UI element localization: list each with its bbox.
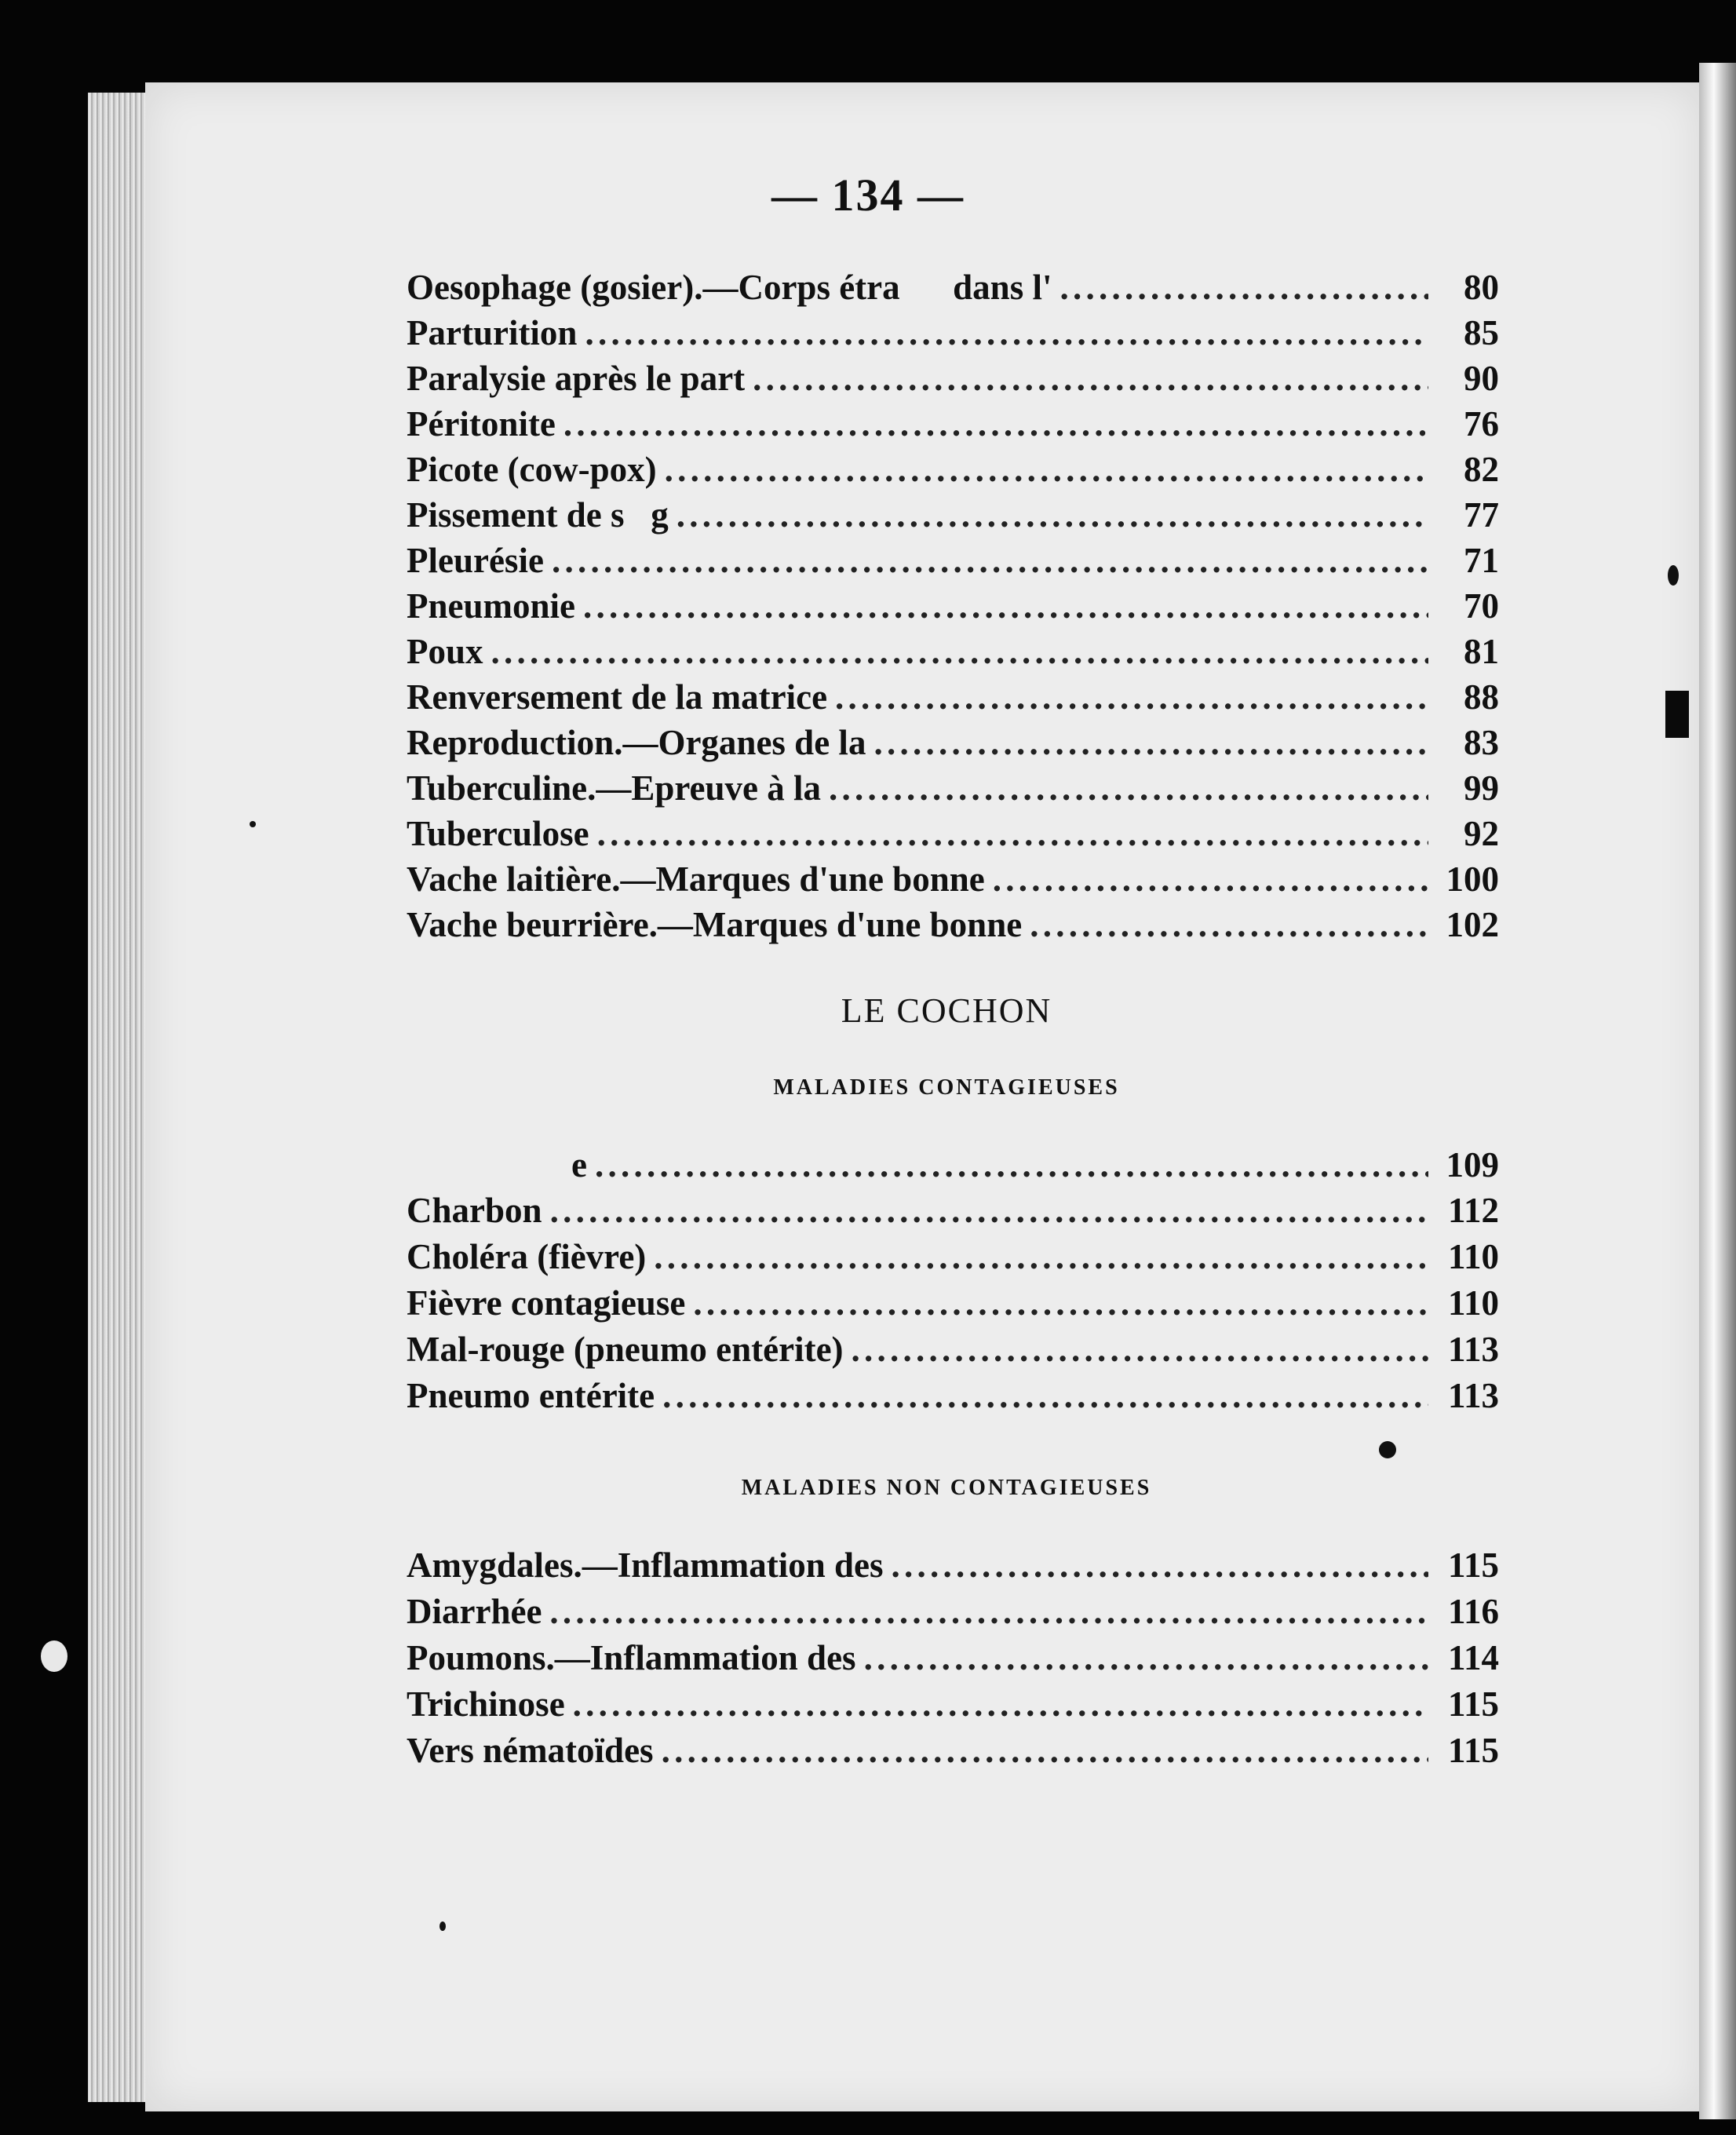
index-entry <box>407 1375 1499 1421</box>
index-entry <box>407 813 1499 859</box>
index-entry <box>407 1545 1499 1590</box>
entry-page-number: 113 <box>1447 1376 1499 1415</box>
index-entry <box>407 586 1499 631</box>
index-entry <box>407 495 1499 540</box>
index-entry <box>407 768 1499 813</box>
leader-dots <box>654 1236 1428 1277</box>
leader-dots <box>552 540 1428 581</box>
entry-page-number: 85 <box>1464 313 1499 352</box>
entry-page-number: 109 <box>1446 1145 1499 1184</box>
entry-label: Paralysie après le part <box>407 359 746 398</box>
index-entry <box>407 631 1499 677</box>
entry-label: Vache laitière.—Marques d'une bonne <box>407 859 985 899</box>
leader-dots <box>491 631 1428 672</box>
leader-dots <box>993 859 1428 900</box>
leader-dots <box>892 1545 1428 1586</box>
leader-dots <box>835 677 1428 717</box>
leader-dots <box>549 1591 1428 1632</box>
leader-dots <box>1030 904 1428 945</box>
section-subheading: MALADIES NON CONTAGIEUSES <box>741 1476 1152 1500</box>
entry-page-number: 113 <box>1447 1330 1499 1369</box>
index-entry <box>407 1144 1499 1190</box>
entry-label: Mal-rouge (pneumo entérite) <box>407 1330 844 1369</box>
page-number: — 134 — <box>771 170 965 221</box>
leader-dots <box>563 403 1428 444</box>
scan-speck <box>250 821 256 827</box>
leader-dots <box>693 1283 1428 1323</box>
entry-label: Poux <box>407 632 483 671</box>
entry-label: Tuberculine.—Epreuve à la <box>407 768 822 808</box>
index-entry <box>407 904 1499 950</box>
entry-page-number: 76 <box>1464 404 1499 443</box>
entry-page-number: 70 <box>1464 586 1499 626</box>
entry-page-number: 92 <box>1464 814 1499 853</box>
entry-page-number: 114 <box>1447 1638 1499 1677</box>
entry-label: Renversement de la matrice <box>407 677 828 717</box>
leader-dots <box>573 1684 1428 1724</box>
entry-label: Fièvre contagieuse <box>407 1283 686 1323</box>
leader-dots <box>829 768 1428 808</box>
index-entry <box>407 403 1499 449</box>
entry-page-number: 115 <box>1447 1546 1499 1585</box>
scan-mark <box>1665 691 1689 738</box>
scan-speck <box>439 1922 446 1931</box>
scan-speck <box>1668 565 1679 586</box>
entry-label: e <box>571 1145 587 1184</box>
leader-dots <box>753 358 1428 399</box>
entry-label: Amygdales.—Inflammation des <box>407 1546 884 1585</box>
index-entry <box>407 1283 1499 1328</box>
index-entry <box>407 267 1499 312</box>
entry-page-number: 99 <box>1464 768 1499 808</box>
index-entry <box>407 540 1499 586</box>
entry-label: Parturition <box>407 313 578 352</box>
entry-page-number: 100 <box>1446 859 1499 899</box>
entry-page-number: 80 <box>1464 268 1499 307</box>
index-entry <box>407 449 1499 495</box>
entry-label: Tuberculose <box>407 814 589 853</box>
entry-label: Charbon <box>407 1191 542 1230</box>
index-entry <box>407 1730 1499 1776</box>
index-entry <box>407 1329 1499 1374</box>
leader-dots <box>597 813 1428 854</box>
entry-label: Trichinose <box>407 1684 565 1724</box>
index-entry <box>407 312 1499 358</box>
index-entry <box>407 1684 1499 1729</box>
entry-page-number: 81 <box>1464 632 1499 671</box>
entry-page-number: 110 <box>1447 1283 1499 1323</box>
index-entry <box>407 1236 1499 1282</box>
entry-label: Pissement de s g <box>407 495 669 535</box>
entry-label: Vers nématoïdes <box>407 1731 654 1770</box>
leader-dots <box>662 1375 1428 1416</box>
leader-dots <box>595 1144 1428 1185</box>
entry-page-number: 71 <box>1464 541 1499 580</box>
entry-page-number: 116 <box>1447 1592 1499 1631</box>
scan-speck <box>1379 1441 1396 1458</box>
section-heading: LE COCHON <box>841 991 1052 1030</box>
index-entry <box>407 1637 1499 1683</box>
index-entry <box>407 1591 1499 1637</box>
index-entry <box>407 859 1499 904</box>
entry-page-number: 115 <box>1447 1731 1499 1770</box>
entry-page-number: 115 <box>1447 1684 1499 1724</box>
leader-dots <box>550 1190 1428 1231</box>
entry-label: Pneumo entérite <box>407 1376 655 1415</box>
index-entry <box>407 358 1499 403</box>
entry-page-number: 77 <box>1464 495 1499 535</box>
entry-page-number: 90 <box>1464 359 1499 398</box>
entry-label: Vache beurrière.—Marques d'une bonne <box>407 905 1023 944</box>
entry-label: Péritonite <box>407 404 556 443</box>
entry-label: Picote (cow-pox) <box>407 450 657 489</box>
index-entry <box>407 1190 1499 1235</box>
entry-label: Oesophage (gosier).—Corps étra dans l' <box>407 268 1052 307</box>
leader-dots <box>852 1329 1428 1370</box>
leader-dots <box>864 1637 1428 1678</box>
entry-label: Pleurésie <box>407 541 544 580</box>
index-entry <box>407 677 1499 722</box>
leader-dots <box>665 449 1428 490</box>
leader-dots <box>873 722 1428 763</box>
entry-label: Reproduction.—Organes de la <box>407 723 866 762</box>
scan-speck <box>41 1640 67 1672</box>
entry-page-number: 83 <box>1464 723 1499 762</box>
entry-page-number: 110 <box>1447 1237 1499 1276</box>
leader-dots <box>585 312 1428 353</box>
entry-label: Diarrhée <box>407 1592 542 1631</box>
section-subheading: MALADIES CONTAGIEUSES <box>773 1075 1120 1100</box>
entry-page-number: 102 <box>1446 905 1499 944</box>
leader-dots <box>1059 267 1428 308</box>
entry-label: Poumons.—Inflammation des <box>407 1638 856 1677</box>
leader-dots <box>677 495 1428 535</box>
entry-page-number: 112 <box>1447 1191 1499 1230</box>
entry-label: Pneumonie <box>407 586 576 626</box>
entry-page-number: 88 <box>1464 677 1499 717</box>
index-entry <box>407 722 1499 768</box>
leader-dots <box>662 1730 1428 1771</box>
entry-label: Choléra (fièvre) <box>407 1237 647 1276</box>
entry-page-number: 82 <box>1464 450 1499 489</box>
leader-dots <box>583 586 1428 626</box>
